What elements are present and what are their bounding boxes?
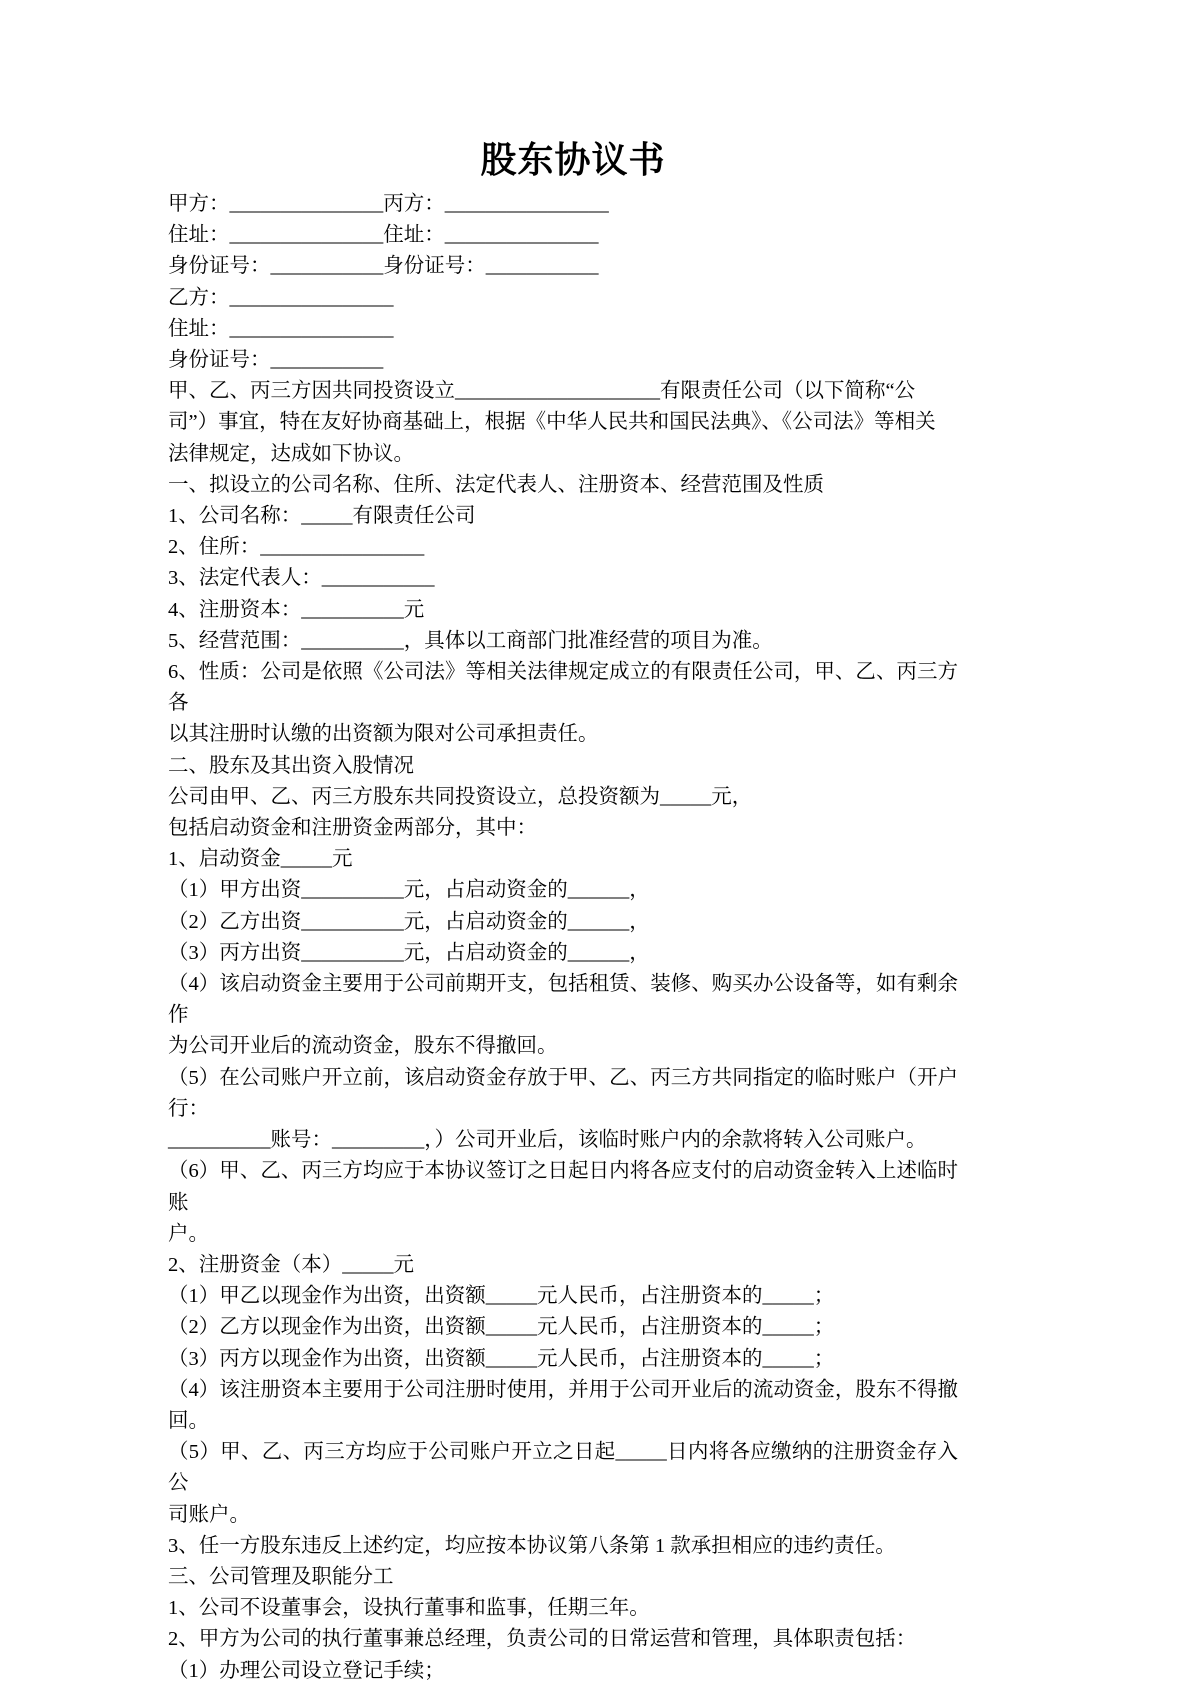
document-text-block [168,189,958,1687]
document-body [168,138,958,1687]
document-line: 法律规定，达成如下协议。 [168,442,414,465]
document-line: （4）该注册资本主要用于公司注册时使用，并用于公司开业后的流动资金，股东不得撤回。 [168,1378,958,1432]
document-line: （1）甲方出资__________元，占启动资金的______， [168,879,650,902]
document-line: 3、任一方股东违反上述约定，均应按本协议第八条第 1 款承担相应的违约责任。 [168,1534,896,1557]
document-line: （3）丙方出资__________元，占启动资金的______， [168,941,650,964]
document-line: 住址：________________ [168,317,394,340]
document-line: 4、注册资本：__________元 [168,598,425,621]
document-line: （6）甲、乙、丙三方均应于本协议签订之日起日内将各应支付的启动资金转入上述临时账 [168,1160,958,1214]
document-line: 住址：_______________住址：_______________ [168,224,599,247]
document-line: （1）甲乙以现金作为出资，出资额_____元人民币，占注册资本的_____； [168,1285,835,1308]
document-line: 甲、乙、丙三方因共同投资设立____________________有限责任公司（以下简称“公 [168,380,916,403]
document-line: 一、拟设立的公司名称、住所、法定代表人、注册资本、经营范围及性质 [168,473,824,496]
document-line: 二、股东及其出资入股情况 [168,754,414,777]
document-line: （2）乙方出资__________元，占启动资金的______， [168,910,650,933]
document-line: 公司由甲、乙、丙三方股东共同投资设立，总投资额为_____元， [168,785,753,808]
document-line: 户。 [168,1222,209,1245]
document-line: （5）甲、乙、丙三方均应于公司账户开立之日起_____日内将各应缴纳的注册资金存入公 [168,1441,958,1495]
document-line: __________账号：_________，）公司开业后，该临时账户内的余款将转入公司账户。 [168,1129,927,1152]
document-line: 2、住所：________________ [168,536,425,559]
document-line: 5、经营范围：__________，具体以工商部门批准经营的项目为准。 [168,629,773,652]
document-line: 2、注册资金（本）_____元 [168,1253,414,1276]
document-line: （2）乙方以现金作为出资，出资额_____元人民币，占注册资本的_____； [168,1316,835,1339]
document-line: 司账户。 [168,1503,250,1526]
document-line: 2、甲方为公司的执行董事兼总经理，负责公司的日常运营和管理，具体职责包括： [168,1628,917,1651]
document-line: 甲方：_______________丙方：________________ [168,193,609,215]
document-line: 包括启动资金和注册资金两部分，其中： [168,817,537,840]
document-line: （1）办理公司设立登记手续； [168,1659,445,1682]
document-line: （3）丙方以现金作为出资，出资额_____元人民币，占注册资本的_____； [168,1347,835,1370]
document-line: 身份证号：___________ [168,349,384,372]
document-line: 以其注册时认缴的出资额为限对公司承担责任。 [168,723,599,746]
document-line: 1、启动资金_____元 [168,848,353,871]
document-line: 1、公司名称：_____有限责任公司 [168,505,476,528]
document-line: 3、法定代表人：___________ [168,567,435,590]
document-line: 6、性质：公司是依照《公司法》等相关法律规定成立的有限责任公司，甲、乙、丙三方各 [168,661,958,715]
document-line: 司”）事宜，特在友好协商基础上，根据《中华人民共和国民法典》、《公司法》等相关 [168,411,936,434]
document-line: 身份证号：___________身份证号：___________ [168,255,599,278]
document-line: 为公司开业后的流动资金，股东不得撤回。 [168,1035,558,1058]
document-line: （5）在公司账户开立前，该启动资金存放于甲、乙、丙三方共同指定的临时账户（开户行： [168,1066,958,1120]
document-line: 三、公司管理及职能分工 [168,1565,394,1588]
document-line: 乙方：________________ [168,286,394,309]
document-line: 1、公司不设董事会，设执行董事和监事，任期三年。 [168,1597,650,1620]
document-line: （4）该启动资金主要用于公司前期开支，包括租赁、装修、购买办公设备等，如有剩余作 [168,973,958,1027]
page-title: 股东协议书 [480,140,666,180]
